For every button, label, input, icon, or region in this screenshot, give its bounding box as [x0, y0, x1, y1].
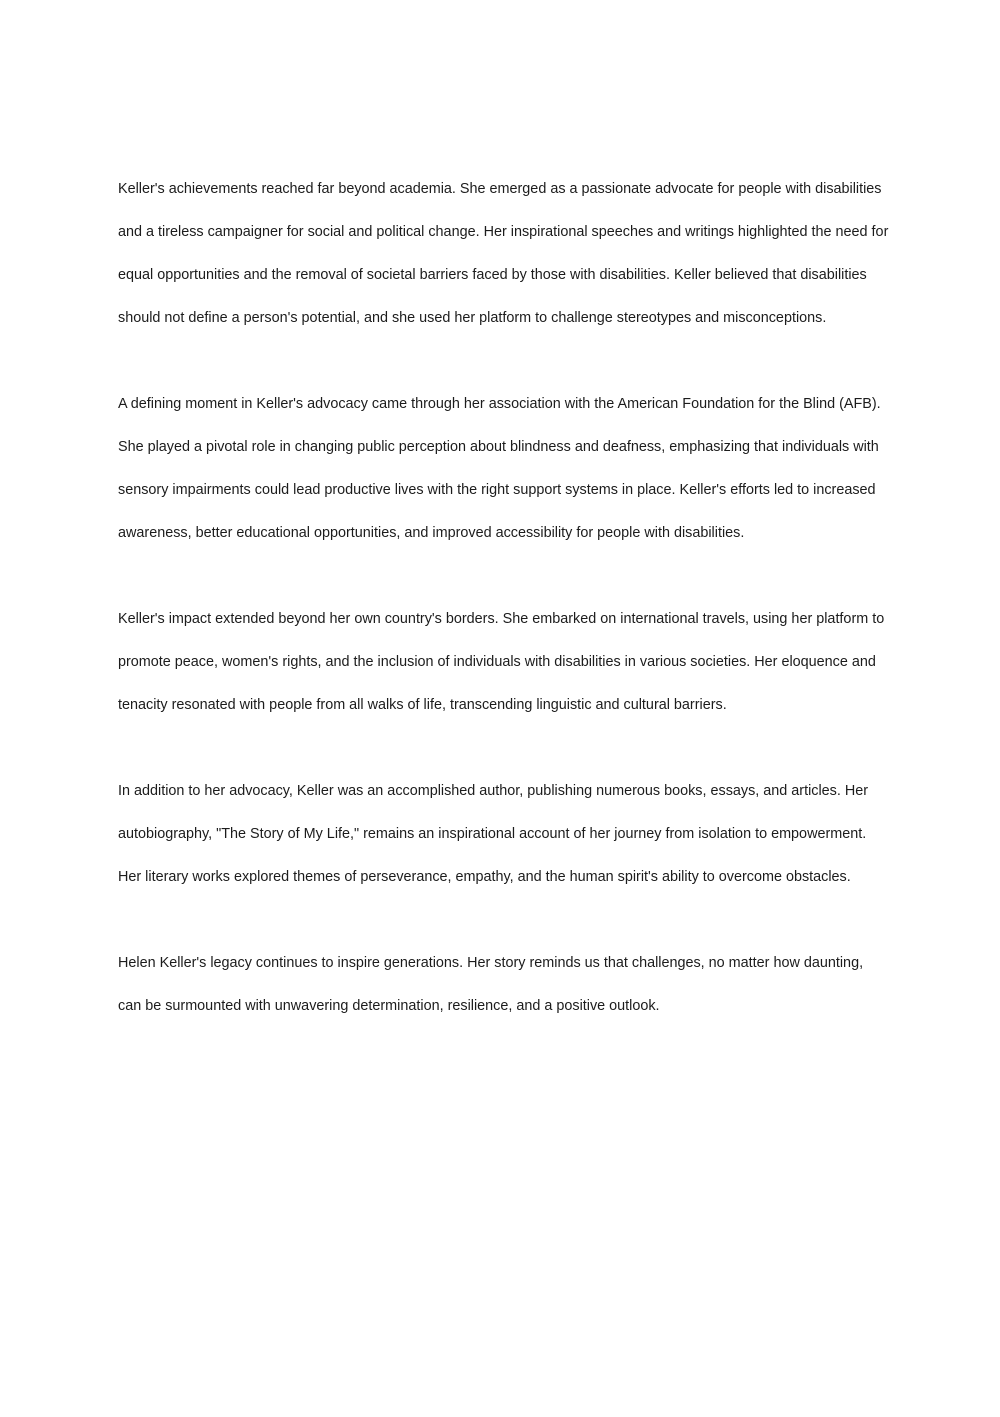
paragraph-author: In addition to her advocacy, Keller was an accomplished author, publishing numerous books, essays, and articles. Her autobiography, "The Story of My Life," remains an inspirational account of her journey from isolation to empowerment. Her literary works explored themes of perseverance, empathy, and the human spirit's ability to overcome obstacles.: [118, 783, 869, 885]
paragraph-legacy: Helen Keller's legacy continues to inspire generations. Her story reminds us that challenges, no matter how daunting, can be surmounted with unwavering determination, resilience, and a positive outlook.: [118, 955, 864, 1014]
paragraph-afb-advocacy: A defining moment in Keller's advocacy came through her association with the American Foundation for the Blind (AFB). She played a pivotal role in changing public perception about blindness and deafness, emphasizing that individuals with sensory impairments could lead productive lives with the right support systems in place. Keller's efforts led to increased awareness, better educational opportunities, and improved accessibility for people with disabilities.: [118, 396, 881, 541]
document-body: [118, 168, 890, 1028]
paragraph-international-impact: Keller's impact extended beyond her own country's borders. She embarked on international travels, using her platform to promote peace, women's rights, and the inclusion of individuals with disabilities in various societies. Her eloquence and tenacity resonated with people from all walks of life, transcending linguistic and cultural barriers.: [118, 611, 885, 713]
paragraph-achievements: Keller's achievements reached far beyond academia. She emerged as a passionate advocate for people with disabilities and a tireless campaigner for social and political change. Her inspirational speeches and writings highlighted the need for equal opportunities and the removal of societal barriers faced by those with disabilities. Keller believed that disabilities should not define a person's potential, and she used her platform to challenge stereotypes and misconceptions.: [118, 181, 889, 326]
